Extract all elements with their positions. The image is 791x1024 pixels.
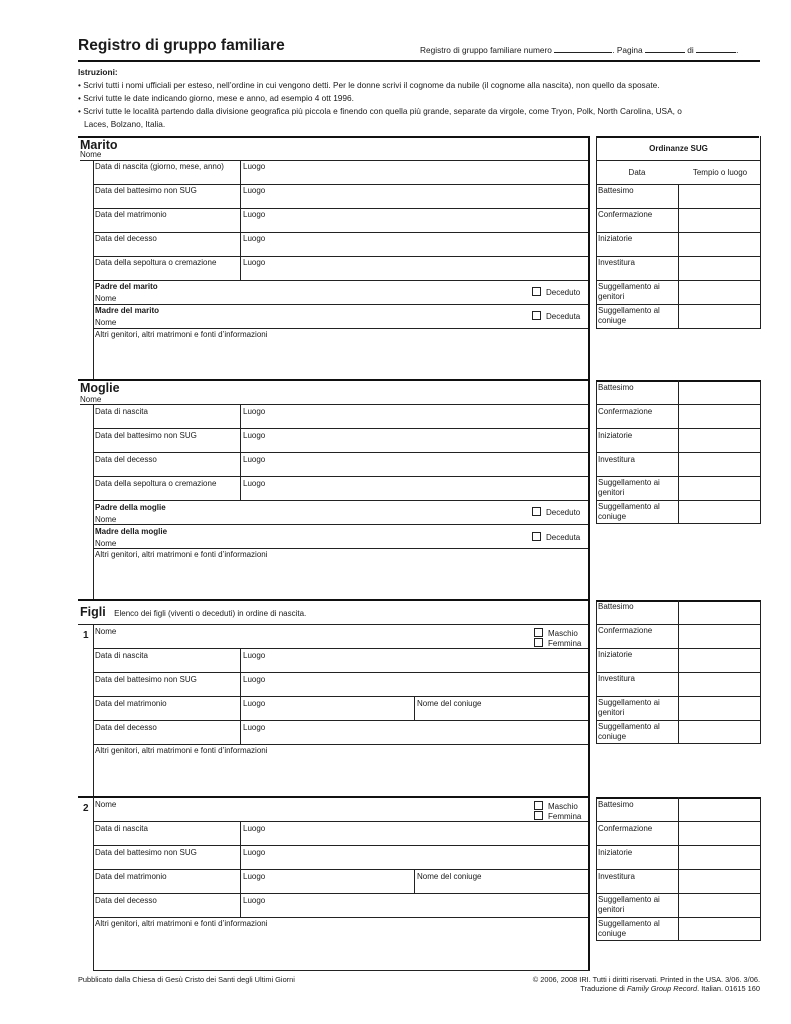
husband-birth-label: Data di nascita (giorno, mese, anno) xyxy=(95,162,224,171)
husband-burial-place-label: Luogo xyxy=(243,258,266,267)
husband-mother-deceased[interactable]: Deceduta xyxy=(532,311,580,322)
wife-mother-name-label: Nome xyxy=(95,539,117,548)
child-2-top-rule xyxy=(78,796,590,798)
footer-publisher: Pubblicato dalla Chiesa di Gesù Cristo dei Santi degli Ultimi Giorni xyxy=(78,975,295,984)
husband-marriage-place-label: Luogo xyxy=(243,210,266,219)
ord-wife-confirmation: Confermazione xyxy=(598,407,653,416)
wife-death-line[interactable] xyxy=(93,476,588,477)
child-2-marriage-place-label: Luogo xyxy=(243,872,266,881)
children-heading: Figli xyxy=(80,605,106,619)
husband-marriage-line[interactable] xyxy=(93,232,588,233)
checkbox-icon[interactable] xyxy=(534,801,543,810)
wife-burial-line[interactable] xyxy=(93,500,588,501)
husband-burial-line[interactable] xyxy=(93,280,588,281)
husband-name-line[interactable] xyxy=(80,160,588,161)
wife-birth-place-label: Luogo xyxy=(243,407,266,416)
ord-child-1-line[interactable] xyxy=(596,672,761,673)
husband-death-line[interactable] xyxy=(93,256,588,257)
ord-husband-head-left xyxy=(596,160,597,184)
husband-father-name-label: Nome xyxy=(95,294,117,303)
wife-father-name-label: Nome xyxy=(95,515,117,524)
ordinances-col-date: Data xyxy=(628,168,646,177)
wife-death-label: Data del decesso xyxy=(95,455,157,464)
husband-left-border xyxy=(93,160,94,380)
ord-husband-line[interactable] xyxy=(596,232,761,233)
ord-child-2-line[interactable] xyxy=(596,893,761,894)
husband-baptism-label: Data del battesimo non SUG xyxy=(95,186,197,195)
ord-wife-baptism: Battesimo xyxy=(598,383,634,392)
record-number-line xyxy=(420,44,738,55)
husband-marriage-label: Data del matrimonio xyxy=(95,210,167,219)
footer-translation: Traduzione di Family Group Record. Italian. 01615 160 xyxy=(580,984,760,993)
child-1-death-place-label: Luogo xyxy=(243,723,266,732)
child-1-birth-line[interactable] xyxy=(93,672,588,673)
husband-death-label: Data del decesso xyxy=(95,234,157,243)
child-1-other-info-label: Altri genitori, altri matrimoni e fonti d’informazioni xyxy=(95,746,268,755)
husband-name-label: Nome xyxy=(80,150,102,159)
child-2-name-label: Nome xyxy=(95,800,117,809)
end-punct: . xyxy=(736,45,739,55)
husband-mother-name-label: Nome xyxy=(95,318,117,327)
child-1-marriage-label: Data del matrimonio xyxy=(95,699,167,708)
child-2-death-line[interactable] xyxy=(93,917,588,918)
form-title: Registro di gruppo familiare xyxy=(78,37,285,54)
child-1-marriage-line[interactable] xyxy=(93,720,588,721)
instruction-names: • Scrivi tutti i nomi ufficiali per esteso, nell’ordine in cui vengono detti. Per le donne scrivi il cognome da nubile (il cognome alla nascita), non quello da sposate. xyxy=(78,80,660,90)
ord-husband-seal-spouse: Suggellamento al coniuge xyxy=(598,306,660,325)
child-1-birth-place-label: Luogo xyxy=(243,651,266,660)
child-1-birth-label: Data di nascita xyxy=(95,651,148,660)
child-2-birth-line[interactable] xyxy=(93,845,588,846)
ord-child-1-initiatory: Iniziatorie xyxy=(598,650,633,659)
husband-top-rule xyxy=(78,136,590,138)
wife-father-label: Padre della moglie xyxy=(95,503,166,512)
checkbox-icon[interactable] xyxy=(534,811,543,820)
wife-mother-deceased[interactable]: Deceduta xyxy=(532,532,580,543)
husband-father-label: Padre del marito xyxy=(95,282,158,291)
husband-burial-label: Data della sepoltura o cremazione xyxy=(95,258,217,267)
husband-other-info-label: Altri genitori, altri matrimoni e fonti d’informazioni xyxy=(95,330,268,339)
wife-father-deceased[interactable]: Deceduto xyxy=(532,507,580,518)
children-top-rule xyxy=(78,599,590,601)
ord-child-1-line[interactable] xyxy=(596,696,761,697)
child-1-spouse-label: Nome del coniuge xyxy=(417,699,482,708)
instructions-heading: Istruzioni: xyxy=(78,67,118,77)
wife-burial-label: Data della sepoltura o cremazione xyxy=(95,479,217,488)
husband-birth-line[interactable] xyxy=(93,184,588,185)
husband-place-divider xyxy=(240,160,241,280)
ord-husband-line[interactable] xyxy=(596,208,761,209)
wife-left-border xyxy=(93,404,94,600)
child-2-baptism-place-label: Luogo xyxy=(243,848,266,857)
child-2-name-line[interactable] xyxy=(93,821,588,822)
ord-child-1-line[interactable] xyxy=(596,720,761,721)
child-2-baptism-line[interactable] xyxy=(93,869,588,870)
husband-father-deceased[interactable]: Deceduto xyxy=(532,287,580,298)
record-number-field[interactable] xyxy=(554,44,612,53)
wife-burial-place-label: Luogo xyxy=(243,479,266,488)
child-1-left-border xyxy=(93,624,94,797)
ord-child-2-line[interactable] xyxy=(596,917,761,918)
header-rule xyxy=(78,60,760,62)
ord-wife-line[interactable] xyxy=(596,428,761,429)
instruction-dates: • Scrivi tutte le date indicando giorno, mese e anno, ad esempio 4 ott 1996. xyxy=(78,93,354,103)
ord-wife-line[interactable] xyxy=(596,452,761,453)
child-2-baptism-label: Data del battesimo non SUG xyxy=(95,848,197,857)
of-label: di xyxy=(687,45,694,55)
record-number-label: Registro di gruppo familiare numero xyxy=(420,45,552,55)
husband-baptism-place-label: Luogo xyxy=(243,186,266,195)
child-2-spouse-divider xyxy=(414,869,415,893)
ord-husband-head-left2 xyxy=(596,136,597,160)
child-1-marriage-place-label: Luogo xyxy=(243,699,266,708)
wife-name-label: Nome xyxy=(80,395,102,404)
child-1-baptism-place-label: Luogo xyxy=(243,675,266,684)
child-2-male[interactable]: Maschio xyxy=(534,801,578,812)
page-label: . Pagina xyxy=(612,45,643,55)
wife-heading: Moglie xyxy=(80,381,120,395)
ord-wife-initiatory: Iniziatorie xyxy=(598,431,633,440)
ord-wife-line[interactable] xyxy=(596,500,761,501)
child-1-number: 1 xyxy=(83,630,89,641)
ord-child-2-seal-parents: Suggellamento ai genitori xyxy=(598,895,660,914)
ord-husband-head-right xyxy=(760,136,761,184)
ord-husband-bottom xyxy=(596,328,761,329)
child-2-bottom-line xyxy=(93,970,590,971)
wife-top-rule xyxy=(78,379,590,381)
ord-child-1-seal-spouse: Suggellamento al coniuge xyxy=(598,722,660,741)
child-2-marriage-label: Data del matrimonio xyxy=(95,872,167,881)
child-2-left-border xyxy=(93,797,94,971)
child-1-baptism-label: Data del battesimo non SUG xyxy=(95,675,197,684)
children-heading-row xyxy=(80,603,306,621)
wife-other-info-label: Altri genitori, altri matrimoni e fonti d’informazioni xyxy=(95,550,268,559)
ord-husband-seal-parents: Suggellamento ai genitori xyxy=(598,282,660,301)
child-1-name-line[interactable] xyxy=(93,648,588,649)
ord-child-2-initiatory: Iniziatorie xyxy=(598,848,633,857)
ordinances-col-temple: Tempio o luogo xyxy=(692,168,748,177)
child-2-number: 2 xyxy=(83,803,89,814)
child-2-death-label: Data del decesso xyxy=(95,896,157,905)
child-2-death-place-label: Luogo xyxy=(243,896,266,905)
ord-child-1-line[interactable] xyxy=(596,648,761,649)
husband-father-line[interactable] xyxy=(93,304,588,305)
ord-husband-line[interactable] xyxy=(596,256,761,257)
ord-child-1-baptism: Battesimo xyxy=(598,602,634,611)
ord-child-1-line[interactable] xyxy=(596,624,761,625)
child-1-male[interactable]: Maschio xyxy=(534,628,578,639)
husband-birth-place-label: Luogo xyxy=(243,162,266,171)
ord-wife-endowment: Investitura xyxy=(598,455,635,464)
checkbox-icon[interactable] xyxy=(532,507,541,516)
ordinances-heading: Ordinanze SUG xyxy=(649,144,708,153)
ord-child-2-line[interactable] xyxy=(596,845,761,846)
checkbox-icon[interactable] xyxy=(534,628,543,637)
husband-death-place-label: Luogo xyxy=(243,234,266,243)
child-2-other-info-label: Altri genitori, altri matrimoni e fonti d’informazioni xyxy=(95,919,268,928)
checkbox-icon[interactable] xyxy=(534,638,543,647)
husband-mother-label: Madre del marito xyxy=(95,306,160,315)
child-1-baptism-line[interactable] xyxy=(93,696,588,697)
husband-heading: Marito xyxy=(80,138,118,152)
wife-birth-line[interactable] xyxy=(93,428,588,429)
footer-copyright: © 2006, 2008 IRI. Tutti i diritti riservati. Printed in the USA. 3/06. 3/06. xyxy=(532,975,760,984)
form-right-border xyxy=(588,136,590,971)
child-2-birth-place-label: Luogo xyxy=(243,824,266,833)
wife-baptism-place-label: Luogo xyxy=(243,431,266,440)
ord-husband-line[interactable] xyxy=(596,280,761,281)
husband-baptism-line[interactable] xyxy=(93,208,588,209)
ord-child-1-seal-parents: Suggellamento ai genitori xyxy=(598,698,660,717)
ord-husband-line[interactable] xyxy=(596,304,761,305)
ord-wife-line[interactable] xyxy=(596,476,761,477)
child-1-spouse-divider xyxy=(414,696,415,720)
wife-mother-label: Madre della moglie xyxy=(95,527,168,536)
checkbox-icon[interactable] xyxy=(532,287,541,296)
ord-child-2-line[interactable] xyxy=(596,821,761,822)
checkbox-icon[interactable] xyxy=(532,311,541,320)
instruction-places: • Scrivi tutte le località partendo dalla divisione geografica più piccola e finendo con quella più grande, separate da virgole, come Tryon, Polk, North Carolina, USA, o xyxy=(78,106,682,116)
ord-husband-endowment: Investitura xyxy=(598,258,635,267)
ord-child-2-seal-spouse: Suggellamento al coniuge xyxy=(598,919,660,938)
ord-child-1-confirmation: Confermazione xyxy=(598,626,653,635)
ord-wife-seal-spouse: Suggellamento al coniuge xyxy=(598,502,660,521)
wife-father-line[interactable] xyxy=(93,524,588,525)
child-2-birth-label: Data di nascita xyxy=(95,824,148,833)
ord-wife-seal-parents: Suggellamento ai genitori xyxy=(598,478,660,497)
wife-death-place-label: Luogo xyxy=(243,455,266,464)
ord-husband-head-line xyxy=(596,160,761,161)
children-subtitle: Elenco dei figli (viventi o deceduti) in ordine di nascita. xyxy=(114,609,307,618)
children-heading-line xyxy=(78,624,588,625)
child-2-female[interactable]: Femmina xyxy=(534,811,581,822)
child-2-marriage-line[interactable] xyxy=(93,893,588,894)
child-1-death-label: Data del decesso xyxy=(95,723,157,732)
wife-mother-line[interactable] xyxy=(93,548,588,549)
ord-husband-baptism: Battesimo xyxy=(598,186,634,195)
wife-birth-label: Data di nascita xyxy=(95,407,148,416)
ord-husband-confirmation: Confermazione xyxy=(598,210,653,219)
ord-husband-initiatory: Iniziatorie xyxy=(598,234,633,243)
ord-wife-line[interactable] xyxy=(596,404,761,405)
ord-child-2-line[interactable] xyxy=(596,869,761,870)
instruction-places-cont: Laces, Bolzano, Italia. xyxy=(84,119,166,129)
wife-name-line[interactable] xyxy=(80,404,588,405)
child-1-female[interactable]: Femmina xyxy=(534,638,581,649)
ord-child-2-endowment: Investitura xyxy=(598,872,635,881)
wife-baptism-label: Data del battesimo non SUG xyxy=(95,431,197,440)
page-number-field[interactable] xyxy=(645,44,685,53)
ord-child-2-confirmation: Confermazione xyxy=(598,824,653,833)
child-1-name-label: Nome xyxy=(95,627,117,636)
child-1-death-line[interactable] xyxy=(93,744,588,745)
ord-child-1-endowment: Investitura xyxy=(598,674,635,683)
husband-mother-line[interactable] xyxy=(93,328,588,329)
ord-child-2-baptism: Battesimo xyxy=(598,800,634,809)
checkbox-icon[interactable] xyxy=(532,532,541,541)
child-2-spouse-label: Nome del coniuge xyxy=(417,872,482,881)
wife-baptism-line[interactable] xyxy=(93,452,588,453)
page-total-field[interactable] xyxy=(696,44,739,55)
